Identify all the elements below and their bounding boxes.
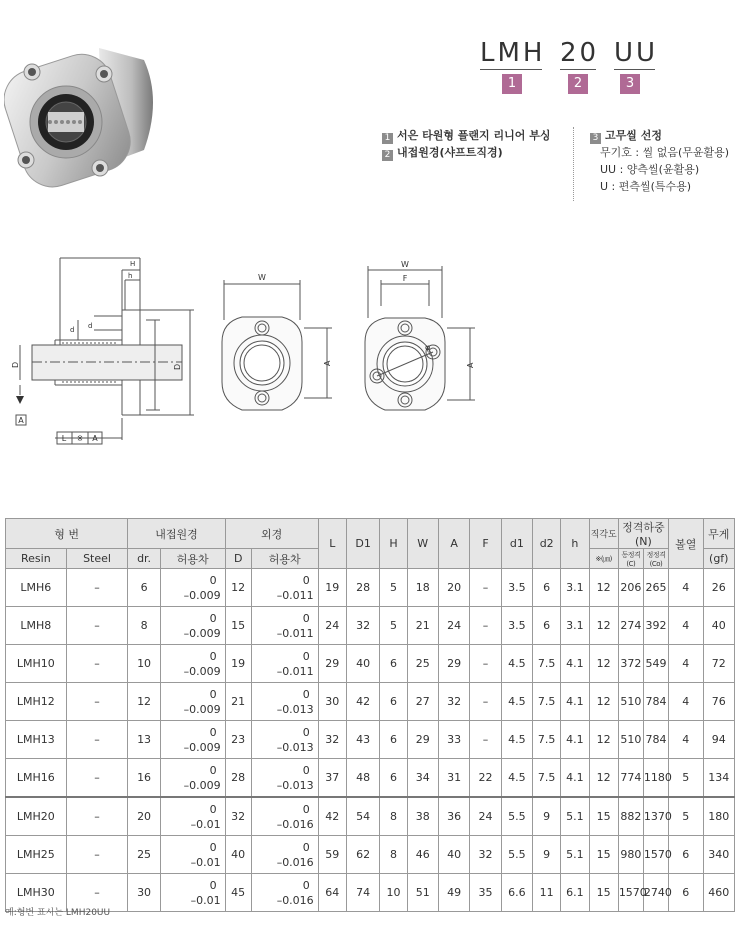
th-weight: 무게: [703, 519, 734, 549]
cell-d2: 7.5: [533, 759, 561, 798]
tol-upper: 0: [302, 802, 310, 816]
cell-resin: LMH30: [6, 874, 67, 912]
cell-d2: 9: [533, 797, 561, 836]
cell-w: 27: [407, 683, 438, 721]
th-L: L: [318, 519, 346, 569]
front-label-W: W: [258, 273, 266, 282]
cell-h: 4.1: [561, 759, 589, 798]
cell-balls: 4: [669, 569, 704, 607]
th-W: W: [407, 519, 438, 569]
desc-item-1: 1 서은 타원형 플랜지 리니어 부싱: [382, 127, 572, 144]
cell-l: 42: [318, 797, 346, 836]
description-left: [382, 127, 572, 161]
back-view-drawing: [355, 258, 480, 418]
label-D: D: [11, 361, 20, 368]
cell-w: 29: [407, 721, 438, 759]
cell-h: 5.1: [561, 797, 589, 836]
cell-a: 40: [438, 836, 469, 874]
cell-weight: 72: [703, 645, 734, 683]
th-tol-inner: 허용차: [160, 549, 225, 569]
seal-option-2: U : 편측씰(특수용): [600, 180, 692, 193]
label-H: H: [130, 260, 136, 268]
th-load: 정격하중(N): [618, 519, 668, 549]
part-number: [478, 38, 658, 98]
part-size: 20: [560, 38, 600, 68]
cell-a: 36: [438, 797, 469, 836]
tol-upper: 0: [209, 573, 217, 587]
table-row: [6, 797, 735, 836]
cell-resin: LMH6: [6, 569, 67, 607]
badge-1: 1: [502, 74, 522, 94]
cell-tol-outer: [251, 759, 318, 798]
cell-l: 19: [318, 569, 346, 607]
cell-d1: 48: [346, 759, 379, 798]
tol-upper: 0: [302, 687, 310, 701]
cell-w: 46: [407, 836, 438, 874]
cell-d: 40: [225, 836, 251, 874]
cell-steel: –: [66, 569, 128, 607]
table-row: [6, 836, 735, 874]
cell-h: 8: [380, 797, 407, 836]
tol-upper: 0: [209, 649, 217, 663]
cell-co: 2740: [643, 874, 668, 912]
cell-d1: 3.5: [501, 569, 532, 607]
cell-steel: –: [66, 797, 128, 836]
cell-h: 4.1: [561, 645, 589, 683]
th-d2: d2: [533, 519, 561, 569]
cell-tol-outer: [251, 607, 318, 645]
th-inner: 내접원경: [128, 519, 225, 549]
tol-lower: –0.011: [276, 664, 314, 678]
tol-lower: –0.013: [276, 702, 314, 716]
cell-weight: 26: [703, 569, 734, 607]
cell-d1: 28: [346, 569, 379, 607]
tol-upper: 0: [302, 878, 310, 892]
cell-tol-inner: [160, 797, 225, 836]
tol-lower: –0.011: [276, 626, 314, 640]
tol-upper: 0: [302, 725, 310, 739]
tol-upper: 0: [302, 649, 310, 663]
tol-upper: 0: [209, 611, 217, 625]
cell-c: 372: [618, 645, 643, 683]
table-row: [6, 569, 735, 607]
cell-l: 30: [318, 683, 346, 721]
cell-co: 549: [643, 645, 668, 683]
desc-item-3: 3 고무씰 선정: [590, 127, 740, 144]
tol-upper: 0: [209, 802, 217, 816]
cell-perp: 15: [589, 836, 618, 874]
cell-perp: 15: [589, 797, 618, 836]
cell-c: 274: [618, 607, 643, 645]
tol-upper: 0: [302, 840, 310, 854]
cell-h: 3.1: [561, 607, 589, 645]
tol-lower: –0.009: [183, 740, 221, 754]
cell-d: 32: [225, 797, 251, 836]
cell-dr: 8: [128, 607, 160, 645]
cell-l: 29: [318, 645, 346, 683]
tol-upper: 0: [209, 687, 217, 701]
tol-upper: 0: [302, 763, 310, 777]
cell-tol-inner: [160, 607, 225, 645]
cell-balls: 4: [669, 721, 704, 759]
tol-lower: –0.016: [276, 893, 314, 907]
cell-w: 38: [407, 797, 438, 836]
cell-d: 21: [225, 683, 251, 721]
cell-weight: 340: [703, 836, 734, 874]
cell-h: 6: [380, 721, 407, 759]
cell-dr: 20: [128, 797, 160, 836]
part-series: LMH: [480, 38, 546, 68]
cell-d1: 42: [346, 683, 379, 721]
cell-a: 33: [438, 721, 469, 759]
tol-lower: –0.016: [276, 855, 314, 869]
cell-d2: 11: [533, 874, 561, 912]
tol-upper: 0: [209, 725, 217, 739]
table-row: [6, 874, 735, 912]
th-h: h: [561, 519, 589, 569]
th-F: F: [470, 519, 501, 569]
tol-lower: –0.01: [190, 817, 221, 831]
cell-h: 3.1: [561, 569, 589, 607]
cell-a: 49: [438, 874, 469, 912]
tol-upper: 0: [209, 878, 217, 892]
cell-balls: 4: [669, 645, 704, 683]
cell-h: 6.1: [561, 874, 589, 912]
cell-steel: –: [66, 683, 128, 721]
cell-d1: 4.5: [501, 721, 532, 759]
table-header-row-1: [6, 519, 735, 549]
cell-resin: LMH13: [6, 721, 67, 759]
cell-balls: 4: [669, 607, 704, 645]
tol-lower: –0.009: [183, 588, 221, 602]
th-perp-unit: ※(㎛): [589, 549, 618, 569]
cell-d1: 40: [346, 645, 379, 683]
label-D1: D: [173, 363, 182, 370]
cell-h: 6: [380, 683, 407, 721]
tol-lower: –0.01: [190, 855, 221, 869]
label-h: h: [128, 272, 133, 280]
product-photo: [4, 30, 164, 190]
datum-label: A: [18, 416, 24, 425]
cell-c: 774: [618, 759, 643, 798]
cell-h: 6: [380, 759, 407, 798]
cell-balls: 4: [669, 683, 704, 721]
description-right: [590, 127, 740, 195]
cell-tol-outer: [251, 645, 318, 683]
table-row: [6, 683, 735, 721]
tol-upper: 0: [209, 840, 217, 854]
tol-lower: –0.013: [276, 778, 314, 792]
cell-co: 392: [643, 607, 668, 645]
front-view-drawing: [212, 262, 337, 417]
cell-tol-inner: [160, 683, 225, 721]
cell-h: 4.1: [561, 683, 589, 721]
cell-l: 59: [318, 836, 346, 874]
cell-d2: 7.5: [533, 645, 561, 683]
cell-w: 34: [407, 759, 438, 798]
cell-co: 784: [643, 721, 668, 759]
cell-a: 32: [438, 683, 469, 721]
cell-tol-outer: [251, 683, 318, 721]
cell-steel: –: [66, 721, 128, 759]
cell-f: –: [470, 607, 501, 645]
table-row: [6, 759, 735, 798]
cell-f: –: [470, 721, 501, 759]
cell-d: 28: [225, 759, 251, 798]
th-H: H: [380, 519, 407, 569]
cell-d2: 7.5: [533, 683, 561, 721]
th-dr: dr.: [128, 549, 160, 569]
seal-option-0: 무기호 : 씰 없음(무윤활용): [600, 146, 730, 159]
cell-f: –: [470, 569, 501, 607]
cell-h: 5: [380, 607, 407, 645]
label-d1: d: [88, 322, 93, 330]
th-perp: 직각도: [589, 519, 618, 549]
tol-lower: –0.009: [183, 702, 221, 716]
cell-tol-outer: [251, 569, 318, 607]
th-outer: 외경: [225, 519, 318, 549]
table-row: [6, 607, 735, 645]
cell-d2: 7.5: [533, 721, 561, 759]
table-body: [6, 569, 735, 912]
table-row: [6, 721, 735, 759]
back-label-A: A: [466, 362, 475, 368]
part-seal: UU: [614, 38, 659, 68]
seal-option-1: UU : 양측씰(윤활용): [600, 163, 700, 176]
cell-tol-inner: [160, 836, 225, 874]
cell-dr: 30: [128, 874, 160, 912]
tol-lower: –0.016: [276, 817, 314, 831]
cell-c: 510: [618, 683, 643, 721]
cell-d2: 6: [533, 607, 561, 645]
cell-weight: 134: [703, 759, 734, 798]
tol-frame-sym: ※: [76, 434, 84, 443]
cell-d1: 3.5: [501, 607, 532, 645]
cell-d: 15: [225, 607, 251, 645]
cell-d: 19: [225, 645, 251, 683]
tol-frame-L: L: [61, 434, 67, 443]
cell-steel: –: [66, 607, 128, 645]
tol-lower: –0.009: [183, 664, 221, 678]
cell-w: 25: [407, 645, 438, 683]
cell-perp: 12: [589, 569, 618, 607]
cell-perp: 12: [589, 645, 618, 683]
cell-f: –: [470, 683, 501, 721]
cell-c: 1570: [618, 874, 643, 912]
cell-d: 45: [225, 874, 251, 912]
cell-a: 20: [438, 569, 469, 607]
th-model: 형 번: [6, 519, 128, 549]
table-row: [6, 645, 735, 683]
th-resin: Resin: [6, 549, 67, 569]
cell-c: 206: [618, 569, 643, 607]
tol-frame-A: A: [92, 434, 98, 443]
cell-weight: 94: [703, 721, 734, 759]
cell-d: 23: [225, 721, 251, 759]
cell-dr: 13: [128, 721, 160, 759]
cell-tol-outer: [251, 721, 318, 759]
cell-weight: 40: [703, 607, 734, 645]
cell-c: 510: [618, 721, 643, 759]
cell-d1: 4.5: [501, 759, 532, 798]
cell-tol-inner: [160, 721, 225, 759]
tol-lower: –0.01: [190, 893, 221, 907]
front-label-A: A: [323, 360, 332, 366]
cell-perp: 12: [589, 721, 618, 759]
cell-d1: 43: [346, 721, 379, 759]
cell-d2: 9: [533, 836, 561, 874]
back-label-phi: φ: [425, 343, 431, 352]
cell-tol-outer: [251, 874, 318, 912]
cell-w: 18: [407, 569, 438, 607]
cell-dr: 6: [128, 569, 160, 607]
tol-lower: –0.013: [276, 740, 314, 754]
cell-tol-inner: [160, 759, 225, 798]
cell-steel: –: [66, 874, 128, 912]
cell-c: 980: [618, 836, 643, 874]
cell-d1: 74: [346, 874, 379, 912]
cell-resin: LMH20: [6, 797, 67, 836]
cell-a: 29: [438, 645, 469, 683]
badge-2: 2: [568, 74, 588, 94]
cell-d: 12: [225, 569, 251, 607]
cell-perp: 12: [589, 607, 618, 645]
cell-resin: LMH12: [6, 683, 67, 721]
cell-h: 5.1: [561, 836, 589, 874]
th-D1: D1: [346, 519, 379, 569]
cell-dr: 25: [128, 836, 160, 874]
cell-balls: 6: [669, 836, 704, 874]
cell-steel: –: [66, 836, 128, 874]
cell-d1: 54: [346, 797, 379, 836]
cell-weight: 76: [703, 683, 734, 721]
cell-c: 882: [618, 797, 643, 836]
cell-h: 5: [380, 569, 407, 607]
th-steel: Steel: [66, 549, 128, 569]
cell-f: –: [470, 645, 501, 683]
tol-upper: 0: [302, 611, 310, 625]
description-divider: [573, 127, 574, 201]
cell-h: 8: [380, 836, 407, 874]
cell-co: 1370: [643, 797, 668, 836]
label-d2: d: [70, 326, 75, 334]
th-balls: 볼열: [669, 519, 704, 569]
cell-tol-inner: [160, 874, 225, 912]
cell-tol-inner: [160, 569, 225, 607]
cell-f: 24: [470, 797, 501, 836]
tol-upper: 0: [209, 763, 217, 777]
cell-balls: 6: [669, 874, 704, 912]
cell-f: 32: [470, 836, 501, 874]
cell-d1: 62: [346, 836, 379, 874]
cell-perp: 15: [589, 874, 618, 912]
cell-f: 22: [470, 759, 501, 798]
cell-weight: 180: [703, 797, 734, 836]
th-static: 정정격(Co): [643, 549, 668, 569]
cell-h: 4.1: [561, 721, 589, 759]
th-d1: d1: [501, 519, 532, 569]
cell-balls: 5: [669, 797, 704, 836]
badge-3: 3: [620, 74, 640, 94]
cell-steel: –: [66, 759, 128, 798]
cell-h: 10: [380, 874, 407, 912]
cell-perp: 12: [589, 759, 618, 798]
th-A: A: [438, 519, 469, 569]
back-label-W: W: [401, 260, 409, 269]
desc-item-2: 2 내접원경(샤프트직경): [382, 144, 572, 161]
cell-l: 32: [318, 721, 346, 759]
tol-lower: –0.009: [183, 626, 221, 640]
cell-d1: 6.6: [501, 874, 532, 912]
th-tol-outer: 허용차: [251, 549, 318, 569]
cell-d1: 4.5: [501, 645, 532, 683]
cell-f: 35: [470, 874, 501, 912]
cell-a: 31: [438, 759, 469, 798]
cell-co: 784: [643, 683, 668, 721]
cell-resin: LMH10: [6, 645, 67, 683]
tol-lower: –0.011: [276, 588, 314, 602]
cell-dr: 12: [128, 683, 160, 721]
cell-dr: 16: [128, 759, 160, 798]
footnote: 예:형번 표시는 LMH20UU: [5, 908, 111, 918]
tol-lower: –0.009: [183, 778, 221, 792]
tol-upper: 0: [302, 573, 310, 587]
cell-resin: LMH25: [6, 836, 67, 874]
spec-table: [5, 518, 735, 912]
cell-l: 37: [318, 759, 346, 798]
cell-d1: 5.5: [501, 797, 532, 836]
cell-perp: 12: [589, 683, 618, 721]
cell-steel: –: [66, 645, 128, 683]
cell-dr: 10: [128, 645, 160, 683]
cell-w: 21: [407, 607, 438, 645]
th-dynamic: 동정격(C): [618, 549, 643, 569]
cell-resin: LMH16: [6, 759, 67, 798]
back-label-F: F: [402, 274, 408, 283]
cell-tol-inner: [160, 645, 225, 683]
cell-h: 6: [380, 645, 407, 683]
cell-d1: 5.5: [501, 836, 532, 874]
cell-co: 1570: [643, 836, 668, 874]
cell-balls: 5: [669, 759, 704, 798]
cell-co: 1180: [643, 759, 668, 798]
th-weight-unit: (gf): [703, 549, 734, 569]
cell-d1: 32: [346, 607, 379, 645]
side-view-drawing: [10, 250, 210, 460]
th-D: D: [225, 549, 251, 569]
cell-tol-outer: [251, 797, 318, 836]
cell-weight: 460: [703, 874, 734, 912]
cell-d1: 4.5: [501, 683, 532, 721]
cell-d2: 6: [533, 569, 561, 607]
cell-a: 24: [438, 607, 469, 645]
cell-w: 51: [407, 874, 438, 912]
cell-resin: LMH8: [6, 607, 67, 645]
cell-l: 24: [318, 607, 346, 645]
cell-tol-outer: [251, 836, 318, 874]
cell-co: 265: [643, 569, 668, 607]
cell-l: 64: [318, 874, 346, 912]
